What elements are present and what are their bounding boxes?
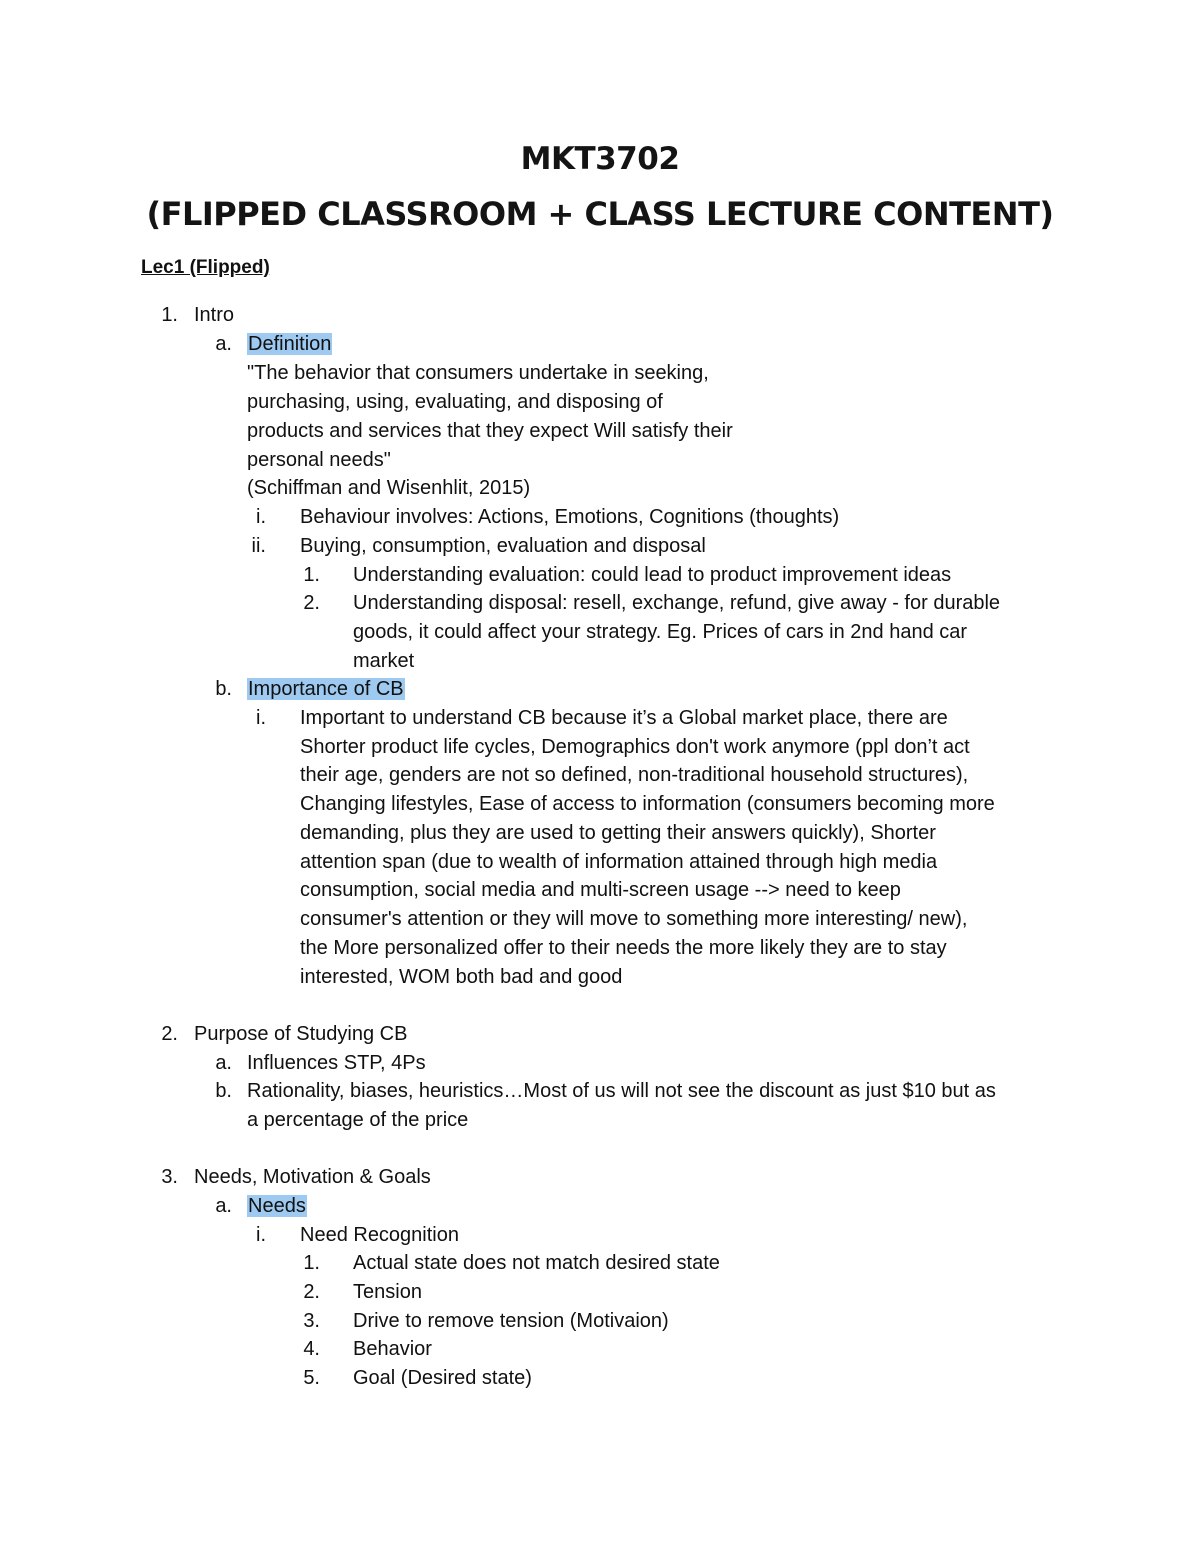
paragraph-line: demanding, plus they are used to getting their answers quickly), Shorter [300, 822, 936, 844]
list-item-text: Need Recognition [300, 1224, 459, 1246]
list-item-text: Influences STP, 4Ps [247, 1052, 426, 1074]
importance-label [247, 675, 405, 704]
definition-quote-line: "The behavior that consumers undertake in seeking, [247, 362, 709, 384]
list-marker: 2. [161, 1023, 178, 1045]
paragraph-line: Important to understand CB because it’s a Global market place, there are [300, 707, 948, 729]
document-subtitle: (FLIPPED CLASSROOM + CLASS LECTURE CONTENT) [146, 195, 1054, 233]
list-marker: i. [256, 506, 266, 528]
definition-quote-line: personal needs" [247, 449, 391, 471]
list-marker: a. [215, 1052, 232, 1074]
list-item-text: Understanding disposal: resell, exchange, refund, give away - for durable [353, 592, 1001, 614]
list-item-needs-motivation: Needs, Motivation & Goals [194, 1166, 431, 1188]
list-marker: a. [215, 333, 232, 355]
list-item-intro: Intro [194, 304, 235, 326]
list-marker: 3. [161, 1166, 178, 1188]
list-marker: b. [215, 1080, 232, 1102]
list-item-text: Behavior [353, 1338, 432, 1360]
list-item-text: goods, it could affect your strategy. Eg. Prices of cars in 2nd hand car [353, 621, 968, 643]
list-marker: 1. [303, 1252, 320, 1274]
paragraph-line: their age, genders are not so defined, non-traditional household structures), [300, 764, 969, 786]
list-item-text: Buying, consumption, evaluation and disposal [300, 535, 706, 557]
list-marker: 3. [303, 1310, 320, 1332]
list-item-text: Actual state does not match desired state [353, 1252, 720, 1274]
highlight: Needs [248, 1195, 306, 1217]
list-item-text: Understanding evaluation: could lead to product improvement ideas [353, 564, 952, 586]
paragraph-line: the More personalized offer to their needs the more likely they are to stay [300, 937, 947, 959]
paragraph-line: attention span (due to wealth of information attained through high media [300, 851, 938, 873]
list-marker: 1. [303, 564, 320, 586]
list-item-text: Tension [353, 1281, 422, 1303]
definition-label [247, 330, 332, 359]
paragraph-line: Changing lifestyles, Ease of access to information (consumers becoming more [300, 793, 995, 815]
list-marker: b. [215, 678, 232, 700]
list-item-text: market [353, 650, 415, 672]
list-marker: 2. [303, 1281, 320, 1303]
list-item-text: Rationality, biases, heuristics…Most of us will not see the discount as just $10 but as [247, 1080, 996, 1102]
list-item-text: Goal (Desired state) [353, 1367, 532, 1389]
paragraph-line: interested, WOM both bad and good [300, 966, 623, 988]
list-item-text: a percentage of the price [247, 1109, 469, 1131]
list-marker: i. [256, 1224, 266, 1246]
list-marker: 1. [161, 304, 178, 326]
list-marker: 4. [303, 1338, 320, 1360]
list-item-purpose: Purpose of Studying CB [194, 1023, 408, 1045]
list-item-text: Behaviour involves: Actions, Emotions, Cognitions (thoughts) [300, 506, 840, 528]
highlight: Definition [248, 333, 332, 355]
needs-label [247, 1192, 307, 1221]
list-marker: 5. [303, 1367, 320, 1389]
list-item-text: Drive to remove tension (Motivaion) [353, 1310, 669, 1332]
document-title: MKT3702 [520, 141, 680, 177]
definition-quote-line: products and services that they expect Will satisfy their [247, 420, 733, 442]
paragraph-line: Shorter product life cycles, Demographics don't work anymore (ppl don’t act [300, 736, 970, 758]
paragraph-line: consumption, social media and multi-screen usage --> need to keep [300, 879, 901, 901]
list-marker: 2. [303, 592, 320, 614]
section-heading: Lec1 (Flipped) [141, 257, 270, 278]
definition-quote-line: purchasing, using, evaluating, and disposing of [247, 391, 663, 413]
list-marker: ii. [251, 535, 266, 557]
definition-citation: (Schiffman and Wisenhlit, 2015) [247, 477, 531, 499]
list-marker: a. [215, 1195, 232, 1217]
list-marker: i. [256, 707, 266, 729]
highlight: Importance of CB [248, 678, 404, 700]
paragraph-line: consumer's attention or they will move to something more interesting/ new), [300, 908, 968, 930]
